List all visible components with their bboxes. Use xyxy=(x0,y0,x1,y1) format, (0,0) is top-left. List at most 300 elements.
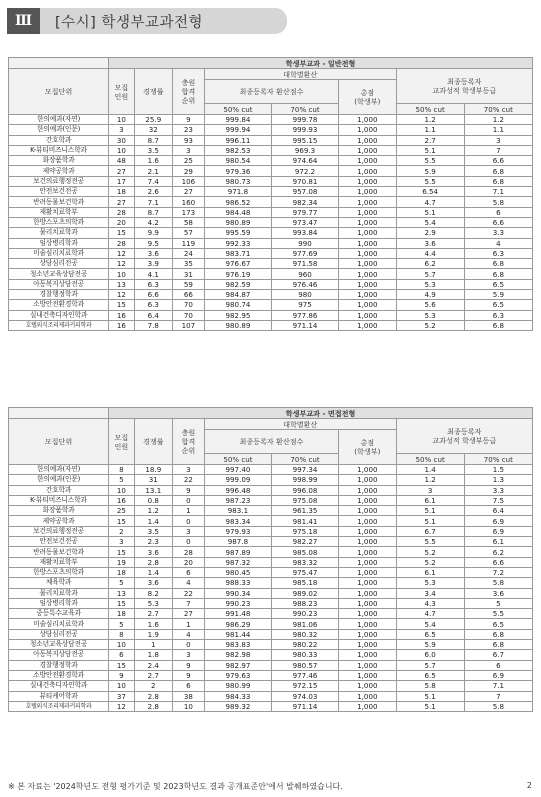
table-cell: 3.5 xyxy=(134,145,172,155)
table-row xyxy=(9,475,533,485)
table-row xyxy=(9,629,533,639)
table-cell: 5.1 xyxy=(396,516,464,526)
table-row xyxy=(9,290,533,300)
table-cell: 16 xyxy=(109,495,135,505)
table-row xyxy=(9,465,533,475)
table-cell: 974.03 xyxy=(271,691,338,701)
table-cell: 995.15 xyxy=(271,135,338,145)
table-cell: 27 xyxy=(109,197,135,207)
table-cell: 5.5 xyxy=(396,176,464,186)
table-cell: 983.1 xyxy=(204,506,271,516)
table-row xyxy=(9,495,533,505)
table-cell: 3 xyxy=(172,650,204,660)
table-cell: 6.1 xyxy=(396,567,464,577)
table-cell: 987.89 xyxy=(204,547,271,557)
table-cell: 980.45 xyxy=(204,567,271,577)
unit-name: 아동복지상담전공 xyxy=(9,650,109,660)
table-cell: 970.81 xyxy=(271,176,338,186)
table-cell: 6.5 xyxy=(396,670,464,680)
table-cell: 3.6 xyxy=(464,588,532,598)
unit-name: 보건의료행정전공 xyxy=(9,526,109,536)
table-cell: 70 xyxy=(172,300,204,310)
col-quota: 모집 인원 xyxy=(109,419,135,465)
table-cell: 22 xyxy=(172,475,204,485)
table-cell: 997.40 xyxy=(204,465,271,475)
table-cell: 5.3 xyxy=(396,279,464,289)
table-cell: 973.47 xyxy=(271,217,338,227)
table-cell: 1,000 xyxy=(339,176,397,186)
table-row xyxy=(9,619,533,629)
table-cell: 9 xyxy=(172,660,204,670)
table-cell: 1,000 xyxy=(339,495,397,505)
table-cell: 9.9 xyxy=(134,228,172,238)
table-cell: 1,000 xyxy=(339,145,397,155)
table-caption: 학생부교과 - 면접전형 xyxy=(109,408,533,419)
table-cell: 972.15 xyxy=(271,681,338,691)
table-cell: 2.6 xyxy=(134,187,172,197)
table-cell: 1 xyxy=(172,506,204,516)
table-cell: 7.1 xyxy=(464,187,532,197)
table-cell: 20 xyxy=(109,217,135,227)
table-cell: 6.3 xyxy=(464,310,532,320)
table-cell: 7 xyxy=(464,691,532,701)
table-cell: 6.4 xyxy=(464,506,532,516)
col-unit: 모집단위 xyxy=(9,69,109,115)
table-cell: 31 xyxy=(172,269,204,279)
table-caption: 학생부교과 - 일반전형 xyxy=(109,58,533,69)
table-cell: 6.8 xyxy=(464,640,532,650)
table-cell: 15 xyxy=(109,660,135,670)
table-cell: 19 xyxy=(109,557,135,567)
table-cell: 987.8 xyxy=(204,537,271,547)
table-cell: 980.89 xyxy=(204,217,271,227)
table-cell: 5.8 xyxy=(464,578,532,588)
table-cell: 6.7 xyxy=(396,526,464,536)
unit-name: 호텔외식조리제과커피학과 xyxy=(9,701,109,711)
table-cell: 28 xyxy=(172,547,204,557)
table-cell: 971.14 xyxy=(271,701,338,711)
unit-name: 임상병리학과 xyxy=(9,238,109,248)
table-cell: 9.5 xyxy=(134,238,172,248)
table-cell: 8.7 xyxy=(134,135,172,145)
table-cell: 1,000 xyxy=(339,279,397,289)
table-cell: 6.3 xyxy=(134,279,172,289)
table-cell: 3.9 xyxy=(134,259,172,269)
table-cell: 6.1 xyxy=(464,537,532,547)
table-cell: 25 xyxy=(172,156,204,166)
table-cell: 15 xyxy=(109,598,135,608)
table-cell: 22 xyxy=(172,588,204,598)
table-cell: 992.33 xyxy=(204,238,271,248)
table-cell: 980.32 xyxy=(271,629,338,639)
table-cell: 6.5 xyxy=(464,300,532,310)
table-cell: 5.3 xyxy=(396,578,464,588)
table-cell: 6.6 xyxy=(464,217,532,227)
table-cell: 1,000 xyxy=(339,598,397,608)
table-cell: 6.1 xyxy=(396,495,464,505)
unit-name: K-뷰티비즈니스학과 xyxy=(9,145,109,155)
table-row xyxy=(9,145,533,155)
table-cell: 979.77 xyxy=(271,207,338,217)
table-cell: 977.86 xyxy=(271,310,338,320)
table-row xyxy=(9,650,533,660)
unit-name: 반려동물보건학과 xyxy=(9,547,109,557)
table-cell: 985.18 xyxy=(271,578,338,588)
table-cell: 12 xyxy=(109,259,135,269)
table-cell: 2.8 xyxy=(134,691,172,701)
table-cell: 990 xyxy=(271,238,338,248)
table-cell: 9 xyxy=(172,115,204,125)
table-cell: 3.4 xyxy=(396,588,464,598)
table-cell: 6.3 xyxy=(134,300,172,310)
table-cell: 10 xyxy=(109,681,135,691)
table-cell: 1.3 xyxy=(464,475,532,485)
col-conv: 대학별환산 xyxy=(204,419,396,430)
table-cell: 5.7 xyxy=(396,269,464,279)
table-cell: 6.8 xyxy=(464,176,532,186)
table-cell: 25 xyxy=(109,506,135,516)
table-cell: 1,000 xyxy=(339,115,397,125)
table-cell: 1.4 xyxy=(134,567,172,577)
table-cell: 23 xyxy=(172,125,204,135)
table-cell: 989.32 xyxy=(204,701,271,711)
table-cell: 119 xyxy=(172,238,204,248)
unit-name: K-뷰티비즈니스학과 xyxy=(9,495,109,505)
table-cell: 7.5 xyxy=(464,495,532,505)
table-cell: 2.3 xyxy=(134,537,172,547)
table-cell: 10 xyxy=(109,115,135,125)
table-cell: 1,000 xyxy=(339,619,397,629)
table-cell: 27 xyxy=(109,166,135,176)
table-cell: 9 xyxy=(172,670,204,680)
table-cell: 976.19 xyxy=(204,269,271,279)
table-cell: 4.3 xyxy=(396,598,464,608)
table-row xyxy=(9,115,533,125)
table-cell: 1.1 xyxy=(396,125,464,135)
table-cell: 6.5 xyxy=(464,279,532,289)
unit-name: 한방스포츠의학과 xyxy=(9,217,109,227)
table-cell: 995.59 xyxy=(204,228,271,238)
table-cell: 0 xyxy=(172,495,204,505)
table-cell: 16 xyxy=(109,320,135,330)
table-row xyxy=(9,228,533,238)
table-cell: 4 xyxy=(172,578,204,588)
table-cell: 1.2 xyxy=(396,475,464,485)
table-cell: 975.47 xyxy=(271,567,338,577)
table-cell: 980.89 xyxy=(204,320,271,330)
col-final-70: 70% cut xyxy=(464,104,532,115)
table-cell: 8.7 xyxy=(134,207,172,217)
table-cell: 1.5 xyxy=(464,465,532,475)
table-cell: 991.48 xyxy=(204,609,271,619)
table-cell: 986.29 xyxy=(204,619,271,629)
unit-name: 아동복지상담전공 xyxy=(9,279,109,289)
table-cell: 6.54 xyxy=(396,187,464,197)
table-cell: 3 xyxy=(109,537,135,547)
table-cell: 6 xyxy=(172,567,204,577)
table-cell: 107 xyxy=(172,320,204,330)
table-cell: 18.9 xyxy=(134,465,172,475)
table-cell: 3.6 xyxy=(134,578,172,588)
table-cell: 5.3 xyxy=(396,310,464,320)
table-cell: 1.4 xyxy=(396,465,464,475)
table-row xyxy=(9,609,533,619)
table-cell: 1.2 xyxy=(134,506,172,516)
header-blank xyxy=(9,408,109,419)
table-cell: 20 xyxy=(172,557,204,567)
table-cell: 9 xyxy=(172,485,204,495)
unit-name: 보건의료행정전공 xyxy=(9,176,109,186)
table-cell: 987.23 xyxy=(204,495,271,505)
table-cell: 1,000 xyxy=(339,320,397,330)
table-cell: 15 xyxy=(109,547,135,557)
table-cell: 6.2 xyxy=(464,547,532,557)
table-cell: 1 xyxy=(172,619,204,629)
table-cell: 984.87 xyxy=(204,290,271,300)
table-cell: 3 xyxy=(464,135,532,145)
table-cell: 7.8 xyxy=(134,320,172,330)
table-cell: 980.99 xyxy=(204,681,271,691)
table-cell: 998.99 xyxy=(271,475,338,485)
table-row xyxy=(9,588,533,598)
table-cell: 980.33 xyxy=(271,650,338,660)
table-row xyxy=(9,567,533,577)
table-cell: 16 xyxy=(109,310,135,320)
table-cell: 1,000 xyxy=(339,187,397,197)
table-cell: 12 xyxy=(109,290,135,300)
col-conv-sub: 최종등록자 환산점수 xyxy=(204,430,338,454)
table-cell: 29 xyxy=(172,166,204,176)
table-cell: 1,000 xyxy=(339,578,397,588)
col-rate: 경쟁률 xyxy=(134,419,172,465)
table-cell: 17 xyxy=(109,176,135,186)
table-cell: 4.7 xyxy=(396,197,464,207)
table-cell: 48 xyxy=(109,156,135,166)
table-cell: 4.1 xyxy=(134,269,172,279)
table-cell: 2.4 xyxy=(134,660,172,670)
table-cell: 3 xyxy=(109,125,135,135)
table-cell: 3 xyxy=(172,145,204,155)
table-cell: 15 xyxy=(109,228,135,238)
unit-name: 안전보건전공 xyxy=(9,187,109,197)
table-row xyxy=(9,207,533,217)
table-cell: 1,000 xyxy=(339,310,397,320)
col-final-50: 50% cut xyxy=(396,454,464,465)
table-cell: 1.9 xyxy=(134,629,172,639)
col-rank: 충원 합격 순위 xyxy=(172,69,204,115)
table-cell: 4.9 xyxy=(396,290,464,300)
table-cell: 18 xyxy=(109,187,135,197)
table-cell: 1,000 xyxy=(339,670,397,680)
table-cell: 8 xyxy=(109,465,135,475)
table-cell: 31 xyxy=(134,475,172,485)
table-cell: 5.8 xyxy=(464,701,532,711)
unit-name: 한방스포츠의학과 xyxy=(9,567,109,577)
table-cell: 173 xyxy=(172,207,204,217)
table-cell: 982.97 xyxy=(204,660,271,670)
table-cell: 972.2 xyxy=(271,166,338,176)
col-rate: 경쟁률 xyxy=(134,69,172,115)
table-cell: 999.78 xyxy=(271,115,338,125)
table-cell: 93 xyxy=(172,135,204,145)
table-row xyxy=(9,640,533,650)
table-row xyxy=(9,166,533,176)
table-row xyxy=(9,578,533,588)
table-cell: 2.7 xyxy=(396,135,464,145)
table-cell: 5.8 xyxy=(464,197,532,207)
table-cell: 980.57 xyxy=(271,660,338,670)
table-cell: 976.46 xyxy=(271,279,338,289)
table-cell: 0 xyxy=(172,640,204,650)
footer-note: ※ 본 자료는 '2024학년도 전형 평가기준 및 2023학년도 결과 공개표준안'에서 발췌하였습니다. xyxy=(8,782,343,791)
table-cell: 7.4 xyxy=(134,176,172,186)
table-cell: 6.7 xyxy=(464,650,532,660)
table-cell: 957.08 xyxy=(271,187,338,197)
table-cell: 1.8 xyxy=(134,650,172,660)
table-cell: 5.5 xyxy=(396,156,464,166)
unit-name: 청소년교육상담전공 xyxy=(9,269,109,279)
table-cell: 999.94 xyxy=(204,125,271,135)
table-cell: 979.63 xyxy=(204,670,271,680)
table-cell: 6.8 xyxy=(464,259,532,269)
table-cell: 990.34 xyxy=(204,588,271,598)
col-unit: 모집단위 xyxy=(9,419,109,465)
table-cell: 1.2 xyxy=(464,115,532,125)
table-cell: 975.18 xyxy=(271,526,338,536)
table-cell: 5.1 xyxy=(396,145,464,155)
unit-name: 미술심리치료학과 xyxy=(9,248,109,258)
table-cell: 12 xyxy=(109,248,135,258)
table-cell: 1.4 xyxy=(134,516,172,526)
table-cell: 10 xyxy=(172,701,204,711)
table-cell: 6.6 xyxy=(464,557,532,567)
table-cell: 6.6 xyxy=(464,156,532,166)
table-cell: 10 xyxy=(109,269,135,279)
table-cell: 28 xyxy=(109,238,135,248)
col-conv-sub: 최종등록자 환산점수 xyxy=(204,80,338,104)
table-cell: 999.09 xyxy=(204,475,271,485)
table-cell: 997.34 xyxy=(271,465,338,475)
table-row xyxy=(9,156,533,166)
table-row xyxy=(9,259,533,269)
table-cell: 990.23 xyxy=(271,609,338,619)
table-cell: 5.1 xyxy=(396,691,464,701)
table-row xyxy=(9,598,533,608)
table-cell: 1.1 xyxy=(464,125,532,135)
table-cell: 996.48 xyxy=(204,485,271,495)
table-cell: 0 xyxy=(172,537,204,547)
table-cell: 18 xyxy=(109,609,135,619)
table-cell: 1,000 xyxy=(339,537,397,547)
table-cell: 4 xyxy=(464,238,532,248)
table-cell: 6 xyxy=(172,681,204,691)
table-cell: 12 xyxy=(109,701,135,711)
table-cell: 0.8 xyxy=(134,495,172,505)
table-row xyxy=(9,557,533,567)
table-cell: 5.1 xyxy=(396,207,464,217)
table-cell: 1,000 xyxy=(339,135,397,145)
table-row xyxy=(9,691,533,701)
table-cell: 1,000 xyxy=(339,248,397,258)
table-row xyxy=(9,300,533,310)
table-cell: 3.6 xyxy=(134,248,172,258)
table-cell: 5.1 xyxy=(396,701,464,711)
table-cell: 1,000 xyxy=(339,588,397,598)
table-cell: 1,000 xyxy=(339,156,397,166)
table-cell: 960 xyxy=(271,269,338,279)
table-cell: 38 xyxy=(172,691,204,701)
table-cell: 980.22 xyxy=(271,640,338,650)
col-rank: 충원 합격 순위 xyxy=(172,419,204,465)
table-row xyxy=(9,537,533,547)
table-cell: 57 xyxy=(172,228,204,238)
table-row xyxy=(9,526,533,536)
unit-name: 물리치료학과 xyxy=(9,228,109,238)
section-header xyxy=(7,8,287,34)
unit-name: 반려동물보건학과 xyxy=(9,197,109,207)
table-cell: 982.98 xyxy=(204,650,271,660)
unit-name: 제약공학과 xyxy=(9,516,109,526)
col-conv: 대학별환산 xyxy=(204,69,396,80)
table-cell: 993.84 xyxy=(271,228,338,238)
table-cell: 977.46 xyxy=(271,670,338,680)
table-cell: 2.7 xyxy=(134,670,172,680)
table-cell: 6.0 xyxy=(396,650,464,660)
unit-name: 화장품학과 xyxy=(9,156,109,166)
table-row xyxy=(9,516,533,526)
table-cell: 1.6 xyxy=(134,156,172,166)
table-cell: 996.08 xyxy=(271,485,338,495)
table-cell: 982.95 xyxy=(204,310,271,320)
table-cell: 989.02 xyxy=(271,588,338,598)
unit-name: 미술심리치료학과 xyxy=(9,619,109,629)
unit-name: 한의예과(인문) xyxy=(9,475,109,485)
col-final: 최종등록자 교과성적 학생부등급 xyxy=(396,419,532,454)
table-cell: 961.35 xyxy=(271,506,338,516)
unit-name: 경찰행정학과 xyxy=(9,660,109,670)
unit-name: 실내건축디자인학과 xyxy=(9,310,109,320)
table-cell: 2.9 xyxy=(396,228,464,238)
table-row xyxy=(9,217,533,227)
table-cell: 6.6 xyxy=(134,290,172,300)
unit-name: 한의예과(자연) xyxy=(9,115,109,125)
col-final-50: 50% cut xyxy=(396,104,464,115)
table-cell: 971.14 xyxy=(271,320,338,330)
table-cell: 996.11 xyxy=(204,135,271,145)
table-cell: 32 xyxy=(134,125,172,135)
table-row xyxy=(9,187,533,197)
table-cell: 4.2 xyxy=(134,217,172,227)
table-cell: 6.5 xyxy=(396,629,464,639)
table-cell: 6 xyxy=(109,650,135,660)
table-cell: 7 xyxy=(172,598,204,608)
unit-name: 상담심리전공 xyxy=(9,259,109,269)
page-number: 2 xyxy=(526,781,532,790)
table-cell: 5.5 xyxy=(396,537,464,547)
table-row xyxy=(9,238,533,248)
table-cell: 37 xyxy=(109,691,135,701)
table-cell: 2.7 xyxy=(134,609,172,619)
table-cell: 6.5 xyxy=(464,619,532,629)
table-cell: 5.6 xyxy=(396,300,464,310)
table-cell: 4.7 xyxy=(396,609,464,619)
table-cell: 984.33 xyxy=(204,691,271,701)
table-cell: 6.9 xyxy=(464,670,532,680)
table-cell: 983.83 xyxy=(204,640,271,650)
table-cell: 971.58 xyxy=(271,259,338,269)
table-general-admission xyxy=(8,57,533,331)
table-cell: 999.84 xyxy=(204,115,271,125)
